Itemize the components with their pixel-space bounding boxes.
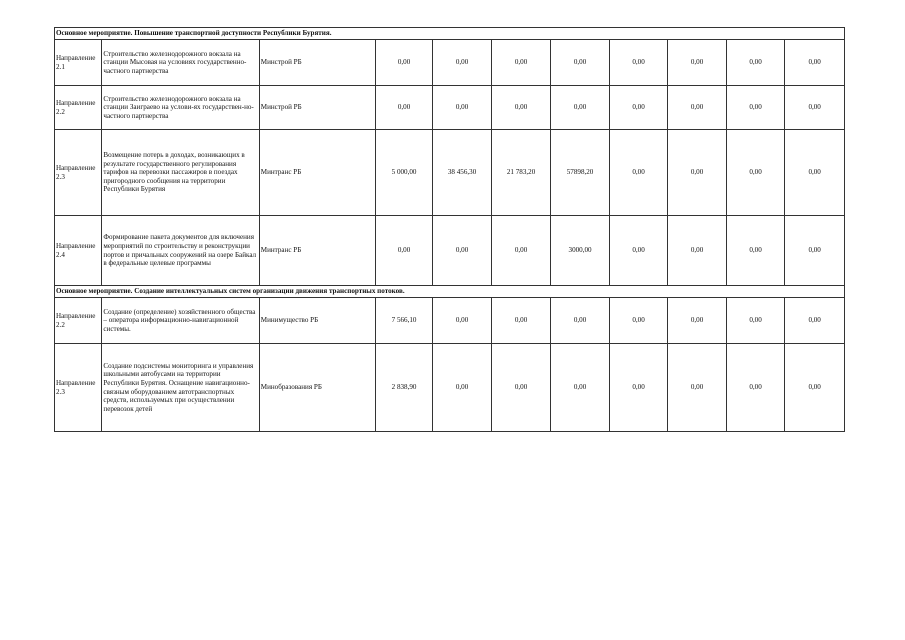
value-cell: 0,00	[785, 130, 845, 216]
value-cell: 0,00	[668, 298, 727, 344]
value-cell: 0,00	[785, 40, 845, 86]
value-cell: 0,00	[491, 40, 551, 86]
measure-description: Строительство железнодорожного вокзала на станции Заиграево на услови-ях государствен-но-частного партнерства	[102, 86, 259, 130]
responsible-agency: Минстрой РБ	[259, 86, 375, 130]
value-cell: 0,00	[726, 40, 785, 86]
direction-code: Направление 2.1	[55, 40, 102, 86]
value-cell: 57898,20	[551, 130, 610, 216]
value-cell: 0,00	[668, 344, 727, 432]
value-cell: 0,00	[785, 86, 845, 130]
value-cell: 0,00	[551, 86, 610, 130]
table-row	[55, 216, 845, 286]
value-cell: 5 000,00	[375, 130, 433, 216]
section-header-row	[55, 286, 845, 298]
value-cell: 0,00	[375, 216, 433, 286]
value-cell: 0,00	[433, 40, 492, 86]
value-cell: 0,00	[668, 130, 727, 216]
table-row	[55, 344, 845, 432]
value-cell: 0,00	[433, 86, 492, 130]
value-cell: 0,00	[551, 298, 610, 344]
value-cell: 0,00	[785, 216, 845, 286]
table-row	[55, 40, 845, 86]
value-cell: 0,00	[785, 298, 845, 344]
value-cell: 0,00	[375, 86, 433, 130]
measure-description: Строительство железнодорожного вокзала на станции Мысовая на условиях государственно-частного партнерства	[102, 40, 259, 86]
section-header-row	[55, 28, 845, 40]
responsible-agency: Минобразования РБ	[259, 344, 375, 432]
value-cell: 0,00	[609, 344, 668, 432]
value-cell: 0,00	[609, 130, 668, 216]
measure-description: Создание (определение) хозяйственного общества – оператора информационно-навигационной системы.	[102, 298, 259, 344]
direction-code: Направление 2.3	[55, 344, 102, 432]
value-cell: 38 456,30	[433, 130, 492, 216]
value-cell: 7 566,10	[375, 298, 433, 344]
measure-description: Формирование пакета документов для включения мероприятий по строительству и реконструкции портов и причальных сооружений на озере Байкал в федеральные целевые программы	[102, 216, 259, 286]
value-cell: 3000,00	[551, 216, 610, 286]
program-table	[54, 27, 845, 432]
value-cell: 0,00	[726, 130, 785, 216]
value-cell: 0,00	[668, 216, 727, 286]
table-row	[55, 86, 845, 130]
value-cell: 0,00	[668, 40, 727, 86]
value-cell: 0,00	[726, 216, 785, 286]
value-cell: 0,00	[551, 344, 610, 432]
direction-code: Направление 2.2	[55, 298, 102, 344]
value-cell: 0,00	[433, 344, 492, 432]
value-cell: 0,00	[491, 86, 551, 130]
value-cell: 0,00	[726, 86, 785, 130]
direction-code: Направление 2.4	[55, 216, 102, 286]
value-cell: 0,00	[551, 40, 610, 86]
table-row	[55, 298, 845, 344]
responsible-agency: Минтранс РБ	[259, 216, 375, 286]
value-cell: 2 838,90	[375, 344, 433, 432]
value-cell: 0,00	[785, 344, 845, 432]
value-cell: 0,00	[609, 40, 668, 86]
value-cell: 21 783,20	[491, 130, 551, 216]
value-cell: 0,00	[491, 344, 551, 432]
value-cell: 0,00	[609, 298, 668, 344]
value-cell: 0,00	[726, 344, 785, 432]
value-cell: 0,00	[433, 298, 492, 344]
value-cell: 0,00	[491, 298, 551, 344]
value-cell: 0,00	[726, 298, 785, 344]
responsible-agency: Минтранс РБ	[259, 130, 375, 216]
value-cell: 0,00	[491, 216, 551, 286]
value-cell: 0,00	[609, 216, 668, 286]
value-cell: 0,00	[668, 86, 727, 130]
value-cell: 0,00	[375, 40, 433, 86]
value-cell: 0,00	[433, 216, 492, 286]
section-title: Основное мероприятие. Создание интеллектуальных систем организации движения транспортных потоков.	[55, 286, 845, 298]
responsible-agency: Минимущество РБ	[259, 298, 375, 344]
measure-description: Создание подсистемы мониторинга и управления школьными автобусами на территории Республики Бурятия. Оснащение навигационно-связным оборудованием автотранспортных средств, используемых при осуществлении перевозок детей	[102, 344, 259, 432]
direction-code: Направление 2.2	[55, 86, 102, 130]
responsible-agency: Минстрой РБ	[259, 40, 375, 86]
measure-description: Возмещение потерь в доходах, возникающих в результате государственного регулирования тарифов на перевозки пассажиров в поездах пригородного сообщения на территории Республики Бурятия	[102, 130, 259, 216]
section-title: Основное мероприятие. Повышение транспортной доступности Республики Бурятия.	[55, 28, 845, 40]
value-cell: 0,00	[609, 86, 668, 130]
table-row	[55, 130, 845, 216]
direction-code: Направление 2.3	[55, 130, 102, 216]
